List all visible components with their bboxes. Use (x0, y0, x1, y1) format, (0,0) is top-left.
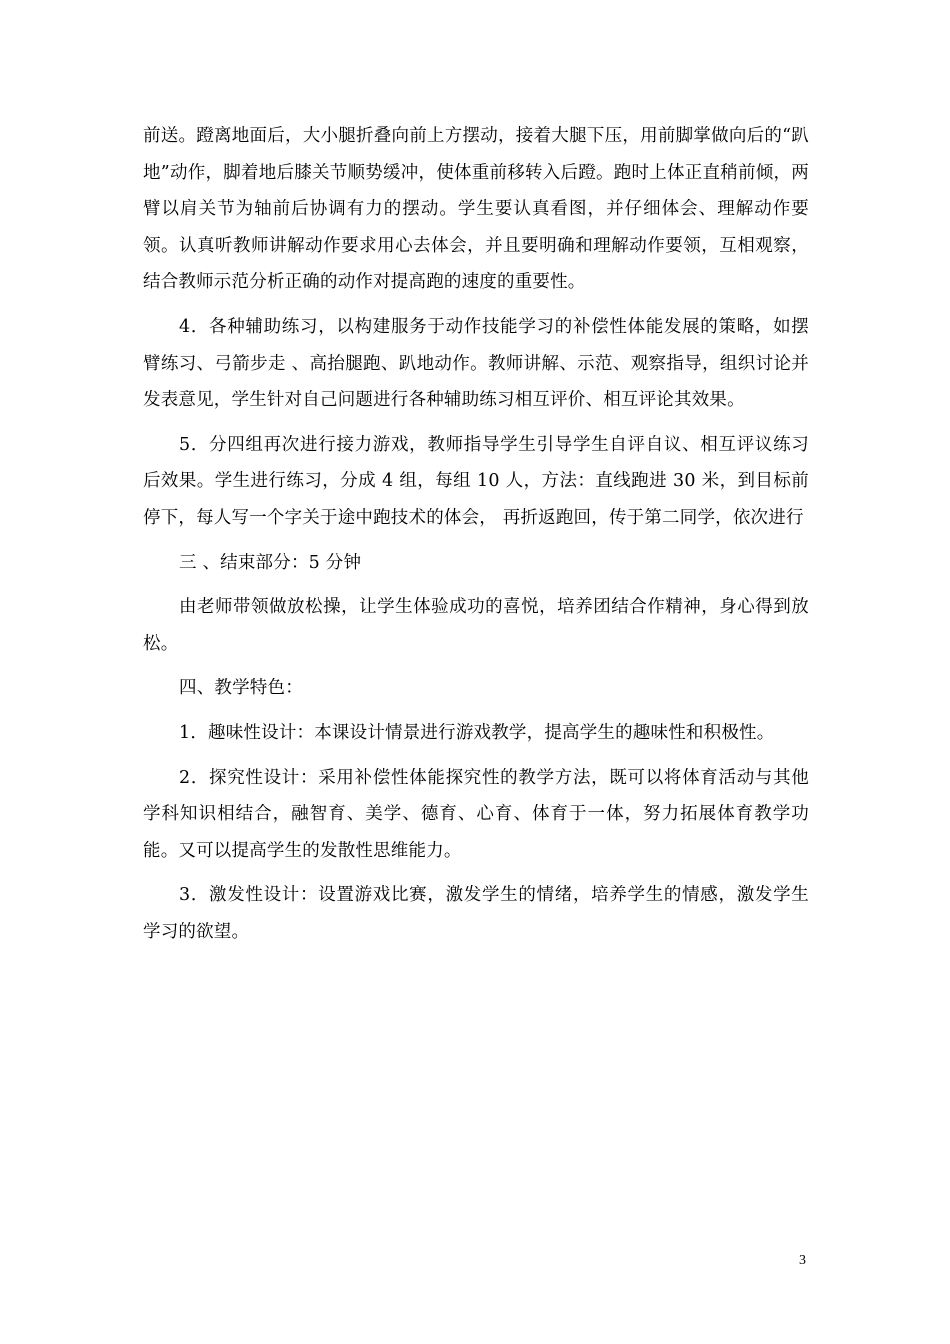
page-number: 3 (799, 1253, 806, 1268)
paragraph-auxiliary-exercises: 4．各种辅助练习，以构建服务于动作技能学习的补偿性体能发展的策略，如摆臂练习、弓箭步走 、高抬腿跑、趴地动作。教师讲解、示范、观察指导，组织讨论并发表意见，学生针对自己问题进行各种辅助练习相互评价、相互评论其效果。 (143, 316, 809, 411)
paragraph-feature-motivation: 3．激发性设计：设置游戏比赛，激发学生的情绪，培养学生的情感，激发学生学习的欲望。 (143, 885, 809, 942)
paragraph-running-technique: 前送。蹬离地面后，大小腿折叠向前上方摆动，接着大腿下压，用前脚掌做向后的“趴地”动作，脚着地后膝关节顺势缓冲，使体重前移转入后蹬。跑时上体正直稍前倾，两臂以肩关节为轴前后协调有力的摆动。学生要认真看图，并仔细体会、理解动作要领。认真听教师讲解动作要求用心去体会，并且要明确和理解动作要领，互相观察，结合教师示范分析正确的动作对提高跑的速度的重要性。 (143, 126, 809, 293)
paragraph-feature-inquiry: 2．探究性设计：采用补偿性体能探究性的教学方法，既可以将体育活动与其他学科知识相结合，融智育、美学、德育、心育、体育于一体，努力拓展体育教学功能。又可以提高学生的发散性思维能力。 (143, 767, 809, 861)
paragraph-relay-game: 5．分四组再次进行接力游戏，教师指导学生引导学生自评自议、相互评议练习后效果。学生进行练习，分成 4 组，每组 10 人，方法：直线跑进 30 米，到目标前停下，每人写一个字关于途中跑技术的体会， 再折返跑回，传于第二同学，依次进行 (143, 434, 809, 528)
document-body (143, 118, 809, 958)
paragraph-feature-interest: 1．趣味性设计：本课设计情景进行游戏教学，提高学生的趣味性和积极性。 (179, 722, 775, 743)
section-heading-features: 四、教学特色： (179, 678, 303, 699)
section-heading-ending: 三 、结束部分：5 分钟 (179, 552, 362, 573)
paragraph-relaxation: 由老师带领做放松操，让学生体验成功的喜悦，培养团结合作精神，身心得到放松。 (143, 597, 809, 654)
